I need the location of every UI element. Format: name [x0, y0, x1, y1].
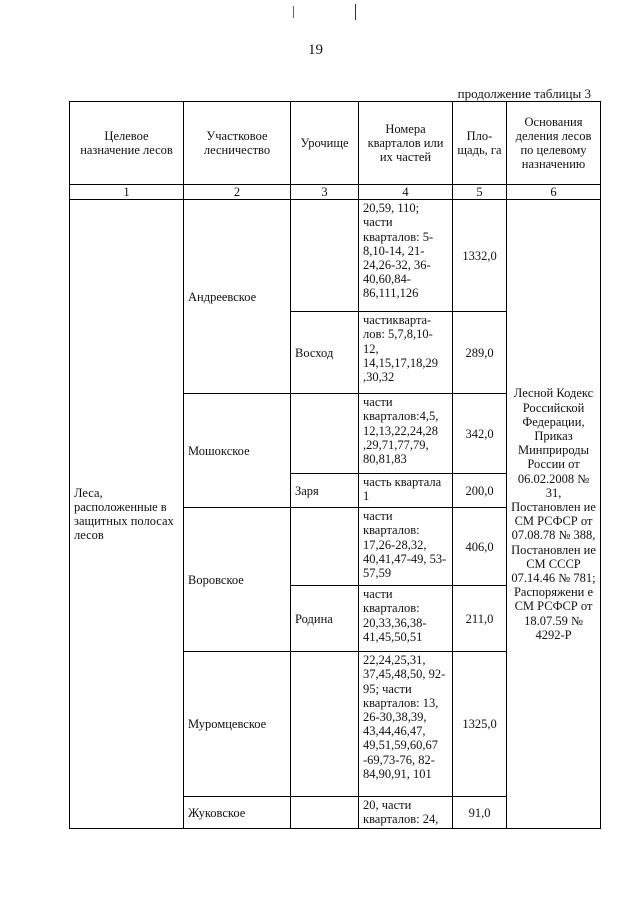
col-number: 6 — [507, 185, 601, 200]
quarters-cell: 20, части кварталов: 24, — [359, 797, 453, 829]
tract-cell: Заря — [291, 474, 359, 508]
area-cell: 200,0 — [453, 474, 507, 508]
area-cell: 342,0 — [453, 394, 507, 474]
forestry-cell: Мошокское — [184, 394, 291, 508]
col-number: 1 — [70, 185, 184, 200]
scan-mark — [293, 6, 294, 18]
table-row — [70, 200, 601, 312]
forest-table — [69, 101, 601, 829]
col-number: 4 — [359, 185, 453, 200]
quarters-cell: части кварталов: 20,33,36,38-41,45,50,51 — [359, 586, 453, 652]
header-row — [70, 102, 601, 185]
area-cell: 211,0 — [453, 586, 507, 652]
col-number: 2 — [184, 185, 291, 200]
header-basis: Основания деления лесов по целевому назначению — [507, 102, 601, 185]
quarters-cell: частиквартa-лов: 5,7,8,10-12, 14,15,17,18,29 ,30,32 — [359, 312, 453, 394]
tract-cell — [291, 797, 359, 829]
purpose-cell: Леса, расположенные в защитных полосах лесов — [70, 200, 184, 829]
forestry-cell: Жуковское — [184, 797, 291, 829]
tract-cell: Восход — [291, 312, 359, 394]
header-purpose: Целевое назначение лесов — [70, 102, 184, 185]
tract-cell — [291, 394, 359, 474]
basis-cell: Лесной Кодекс Российской Федерации, Приказ Минприроды России от 06.02.2008 № 31, Постановлен ие СМ РСФСР от 07.08.78 № 388, Постановлен ие СМ СССР 07.14.46 № 781; Распоряжени е СМ РСФСР от 18.07.59 № 4292-Р — [507, 200, 601, 829]
area-cell: 91,0 — [453, 797, 507, 829]
page-number: 19 — [308, 42, 323, 58]
column-number-row — [70, 185, 601, 200]
tract-cell — [291, 508, 359, 586]
col-number: 5 — [453, 185, 507, 200]
area-cell: 1332,0 — [453, 200, 507, 312]
header-quarters: Номера кварталов или их частей — [359, 102, 453, 185]
tract-cell — [291, 200, 359, 312]
quarters-cell: части кварталов: 17,26-28,32, 40,41,47-49, 53-57,59 — [359, 508, 453, 586]
quarters-cell: части кварталов:4,5, 12,13,22,24,28 ,29,71,77,79, 80,81,83 — [359, 394, 453, 474]
area-cell: 406,0 — [453, 508, 507, 586]
tract-cell: Родина — [291, 586, 359, 652]
area-cell: 289,0 — [453, 312, 507, 394]
area-cell: 1325,0 — [453, 652, 507, 797]
continuation-label: продолжение таблицы 3 — [457, 86, 591, 101]
tract-cell — [291, 652, 359, 797]
forestry-cell: Муромцевское — [184, 652, 291, 797]
col-number: 3 — [291, 185, 359, 200]
header-area: Пло-щадь, га — [453, 102, 507, 185]
header-tract: Урочище — [291, 102, 359, 185]
scan-mark — [355, 4, 356, 20]
quarters-cell: 20,59, 110; части кварталов: 5-8,10-14, 21-24,26-32, 36-40,60,84-86,111,126 — [359, 200, 453, 312]
forestry-cell: Андреевское — [184, 200, 291, 394]
quarters-cell: 22,24,25,31, 37,45,48,50, 92-95; части кварталов: 13, 26-30,38,39, 43,44,46,47, 49,51,59,60,67 -69,73-76, 82-84,90,91, 101 — [359, 652, 453, 797]
header-forestry: Участковое лесничество — [184, 102, 291, 185]
forestry-cell: Воровское — [184, 508, 291, 652]
quarters-cell: часть квартала 1 — [359, 474, 453, 508]
